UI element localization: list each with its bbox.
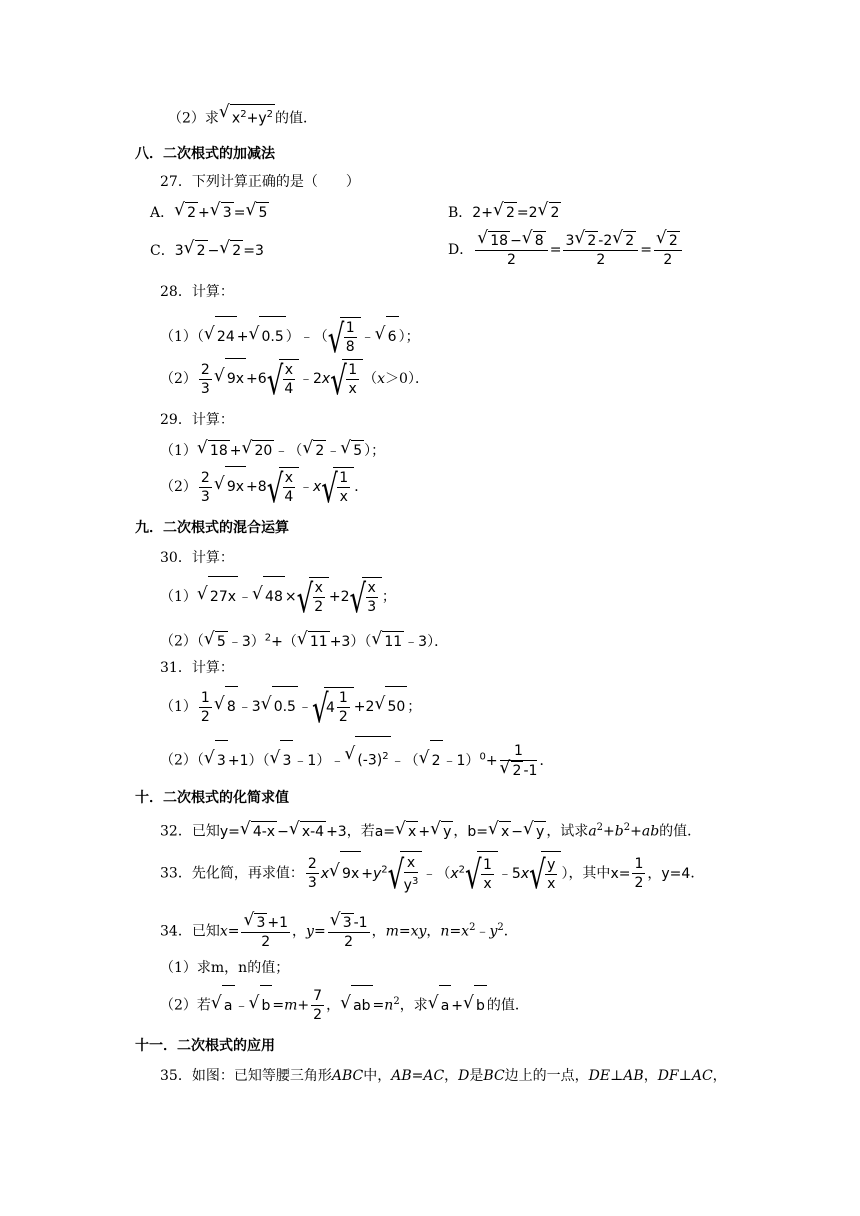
q30-stem: 30．计算：: [160, 550, 234, 566]
section-8-title: 八．二次根式的加减法: [135, 146, 275, 162]
q27-stem: 27．下列计算正确的是（ ）: [160, 174, 360, 190]
q30-part2: （2）（√ 5 ﹣3）$^2$+（√ 11 +3）（√ 11 ﹣3）．: [160, 628, 448, 652]
q28-part2: （2） $\frac{2}{3}$ √ 9x +6 √ $\frac{x}{4}$ ﹣2x √ $\frac{1}{x}$ （x＞0）．: [160, 358, 429, 400]
q28-part1: （1）（√ 24 +√ 0.5 ）﹣（ √ $\frac{1}{8}$ ﹣√ 6 ）；: [160, 316, 420, 358]
q34-part1: （1）求m，n的值；: [160, 960, 290, 976]
section-9-title: 九．二次根式的混合运算: [135, 520, 289, 536]
q26-part2: （2）求√ $x^2+y^2$ 的值．: [168, 104, 317, 129]
q34-part2: （2）若√ a ﹣√ b =m+ $\frac{7}{2}$ ，√ ab $=n^2$，求√ a +√ b 的值．: [160, 982, 529, 1026]
q28-stem: 28．计算：: [160, 284, 234, 300]
q27-option-a: A．√ 2 +√ 3 =√ 5: [150, 202, 269, 223]
q27-option-b: B．2+√ 2 =2√ 2: [448, 202, 561, 223]
q27-option-d: D． √ $\frac{18 -√ 8}{2}$ = $\frac{3√ 2 -2√ 2}{2}$ = √ $\frac{2}{2}$: [448, 230, 684, 270]
q33-text: 33．先化简，再求值： $\frac{2}{3}$ x√ $9x +y^2$ √ $\frac{x}{y^3}$ $﹣(x^2$ √ $\frac{1}{x}$ ﹣5x √ $\frac{y}{x}$ ），其中x= $\frac{1}{2}$ ，y=4．: [160, 848, 704, 896]
section-10-title: 十．二次根式的化简求值: [135, 790, 289, 806]
q29-part1: （1）√ 18 +√ 20 ﹣（√ 2 ﹣√ 5 ）；: [160, 440, 385, 461]
q30-part1: （1）√ 27x ﹣√ 48 × √ $\frac{x}{2}$ +2 √ $\frac{x}{3}$ ；: [160, 576, 396, 618]
q31-part1: （1） $\frac{1}{2}$ √ 8 ﹣3√ 0.5 ﹣√ 4 $\frac{1}{2}$ +2√ 50 ；: [160, 686, 421, 728]
q27-option-c: C．3√ 2 −√ 2 =3: [150, 240, 264, 261]
q31-stem: 31．计算：: [160, 660, 234, 676]
q35-text: 35．如图：已知等腰三角形ABC中，AB=AC，D是BC边上的一点，DE⊥AB，DF⊥AC，: [160, 1068, 727, 1084]
q29-part2: （2） $\frac{2}{3}$ √ 9x +8 √ $\frac{x}{4}$ ﹣x √ $\frac{1}{x}$ ．: [160, 466, 368, 508]
q34-text: 34．已知x= √ $\frac{3 +1}{2}$ ，y= √ $\frac{3 -1}{2}$ ，m=xy，$n=x^2﹣y^2$．: [160, 906, 518, 954]
section-11-title: 十一．二次根式的应用: [135, 1038, 275, 1054]
q32-text: 32．已知y=√ 4-x −√ x-4 +3，若a=√ x +√ y ，b=√ x −√ y ，试求$a^2+b^2+ab$的值．: [160, 818, 701, 842]
q29-stem: 29．计算：: [160, 412, 234, 428]
q31-part2: （2）（√ 3 +1）（√ 3 ﹣1）﹣√ $(-3)^2$ ﹣（√ 2 ﹣1）$^0$+ 1 √ 2 -1 ．: [160, 736, 553, 781]
